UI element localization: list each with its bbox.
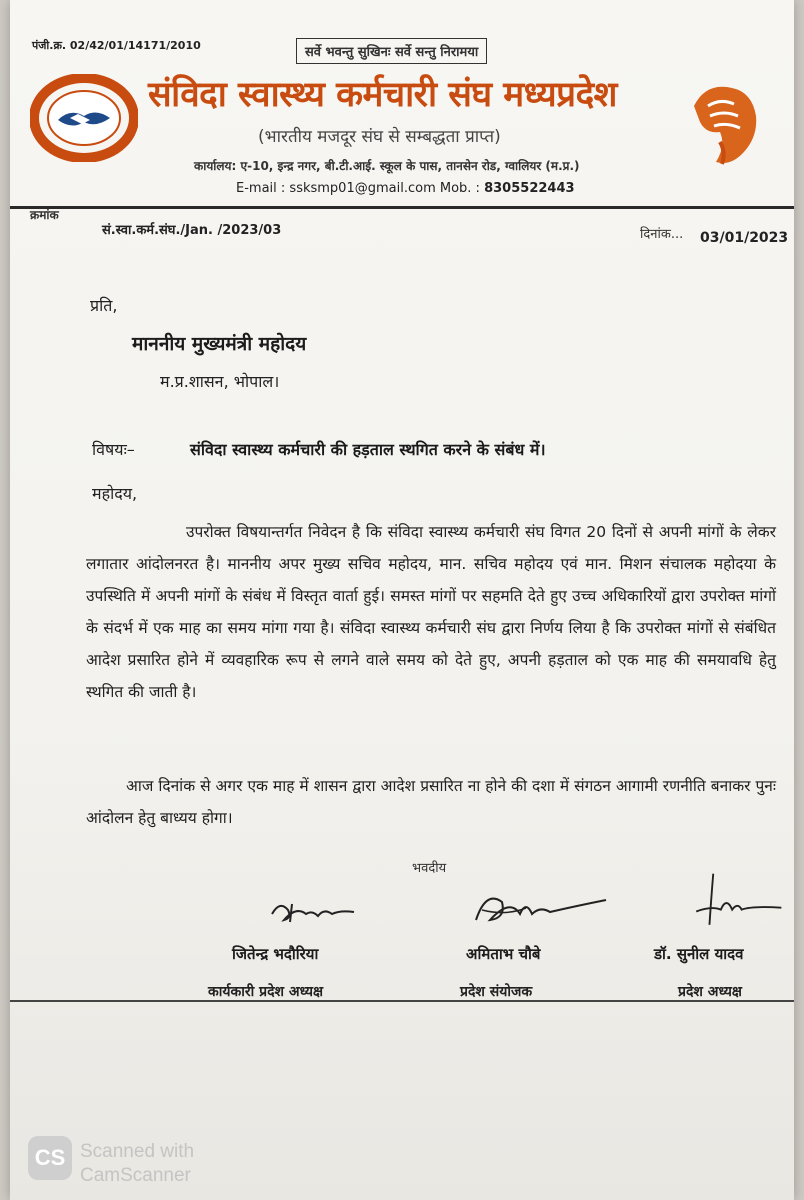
organization-name: संविदा स्वास्थ्य कर्मचारी संघ मध्यप्रदेश bbox=[148, 75, 617, 115]
handshake-emblem-icon bbox=[30, 74, 138, 162]
fist-logo-icon bbox=[686, 76, 764, 172]
signatory-2-title: प्रदेश संयोजक bbox=[460, 984, 533, 1000]
camscanner-watermark bbox=[80, 1140, 194, 1188]
signature-2-icon bbox=[466, 870, 616, 940]
closing-text: भवदीय bbox=[412, 861, 447, 876]
date-label: दिनांक... bbox=[640, 227, 684, 242]
signatory-3-name: डॉ. सुनील यादव bbox=[654, 945, 744, 963]
camscanner-logo-icon: CS bbox=[28, 1136, 72, 1180]
mob-label: Mob. : bbox=[439, 181, 480, 196]
addressee-department: म.प्र.शासन, भोपाल। bbox=[160, 372, 280, 391]
watermark-line-1: Scanned with bbox=[80, 1141, 195, 1162]
date-value: 03/01/2023 bbox=[700, 230, 789, 246]
subject-text: संविदा स्वास्थ्य कर्मचारी की हड़ताल स्थगित करने के संबंध में। bbox=[190, 440, 546, 459]
body-paragraph-2: आज दिनांक से अगर एक माह में शासन द्वारा आदेश प्रसारित ना होने की दशा में संगठन आगामी रणनीति बनाकर पुनः आंदोलन हेतु बाध्यय होगा। bbox=[86, 777, 776, 827]
affiliation-line: (भारतीय मजदूर संघ से सम्बद्धता प्राप्त) bbox=[258, 127, 501, 147]
address-label: कार्यालय: bbox=[194, 159, 237, 173]
watermark-line-2: CamScanner bbox=[80, 1165, 191, 1186]
footer-divider bbox=[10, 1000, 794, 1002]
addressee: माननीय मुख्यमंत्री महोदय bbox=[132, 333, 307, 355]
signatory-1-title: कार्यकारी प्रदेश अध्यक्ष bbox=[208, 984, 324, 1000]
signature-3-icon bbox=[680, 868, 790, 938]
contact-line bbox=[236, 181, 575, 196]
signature-1-icon bbox=[262, 870, 372, 940]
salutation: महोदय, bbox=[92, 484, 138, 503]
mob-value: 8305522443 bbox=[484, 181, 575, 196]
signatory-3-title: प्रदेश अध्यक्ष bbox=[678, 984, 742, 1000]
letter-sheet bbox=[10, 0, 794, 1200]
address-text: ए-10, इन्द्र नगर, बी.टी.आई. स्कूल के पास, तानसेन रोड, ग्वालियर (म.प्र.) bbox=[240, 159, 580, 173]
email-value: ssksmp01@gmail.com bbox=[289, 181, 436, 196]
header-divider bbox=[10, 206, 794, 209]
signatory-1-name: जितेन्द्र भदौरिया bbox=[232, 945, 319, 963]
registration-number: पंजी.क्र. 02/42/01/14171/2010 bbox=[32, 39, 201, 52]
body-paragraph-1: उपरोक्त विषयान्तर्गत निवेदन है कि संविदा स्वास्थ्य कर्मचारी संघ विगत 20 दिनों से अपनी मांगों के लेकर लगातार आंदोलनरत है। माननीय अपर मुख्य सचिव महोदय, मान. सचिव महोदय एवं मान. मिशन संचालक महोदया के उपस्थिति में अपनी मांगों के संबंध में विस्तृत वार्ता हुई। समस्त मांगों पर सहमति देते हुए उच्च अधिकारियों द्वारा उपरोक्त मांगों के संदर्भ में एक माह का समय मांगा गया है। संविदा स्वास्थ्य कर्मचारी संघ द्वारा निर्णय लिया है कि उपरोक्त मांगों से संबंधित आदेश प्रसारित होने में व्यवहारिक रूप से लगने वाले समय को देते हुए, अपनी हड़ताल को एक माह की समयावधि हेतु स्थगित की जाती है। bbox=[86, 523, 776, 701]
email-label: E-mail : bbox=[236, 181, 286, 196]
signatory-2-name: अमिताभ चौबे bbox=[466, 945, 541, 963]
office-address bbox=[194, 157, 580, 174]
reference-number: सं.स्वा.कर्म.संघ./Jan. /2023/03 bbox=[102, 223, 282, 238]
reference-label: क्रमांक bbox=[30, 208, 59, 222]
subject-label: विषयः– bbox=[92, 440, 135, 459]
to-line: प्रति, bbox=[90, 296, 118, 315]
motto-box: सर्वे भवन्तु सुखिनः सर्वे सन्तु निरामया bbox=[296, 38, 487, 64]
